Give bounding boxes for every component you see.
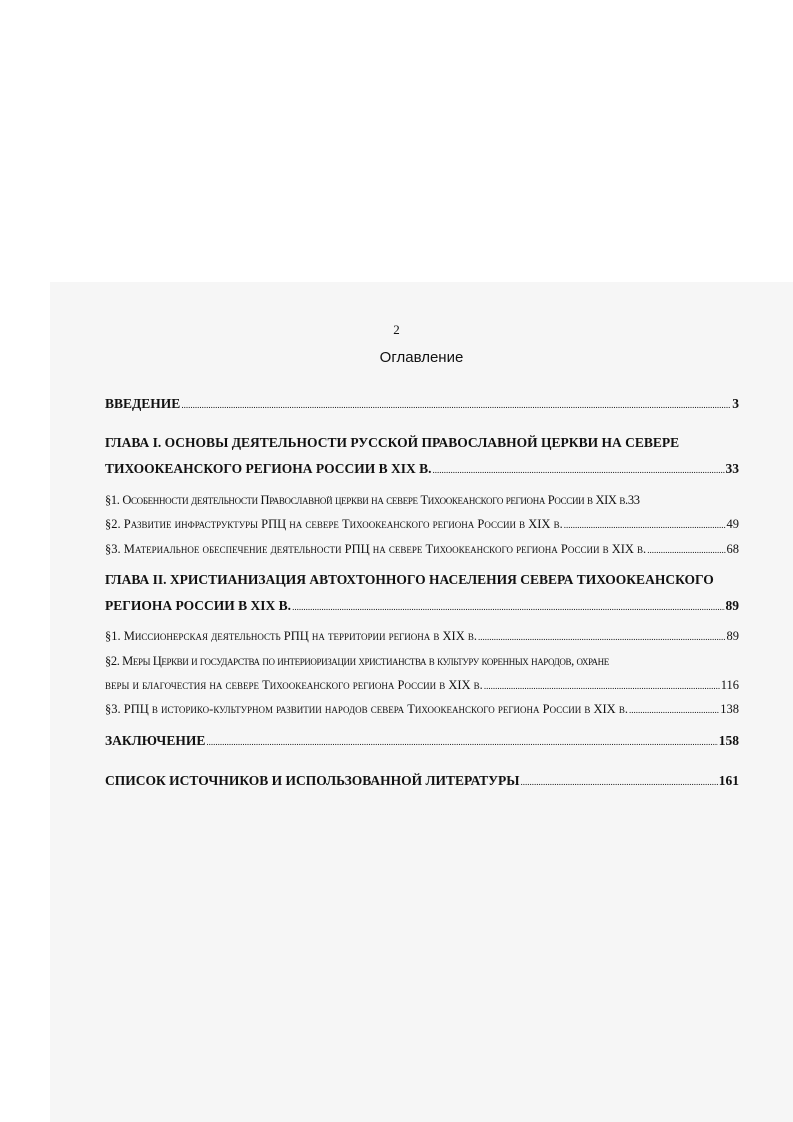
toc-page-number: 89 (725, 598, 739, 613)
toc-page-number: 68 (726, 542, 739, 556)
toc-entry-title: §1. Особенности деятельности Православной церкви на севере Тихоокеанского региона России в XIX в. (105, 493, 628, 507)
toc-entry-chapter2-line2[interactable] (105, 597, 739, 616)
toc-title: Оглавление (379, 349, 464, 366)
toc-entry-chapter2-section1[interactable] (105, 627, 739, 646)
dot-leader (292, 597, 724, 616)
dot-leader (433, 460, 725, 479)
toc-entry-sources[interactable] (105, 772, 739, 791)
toc-entry-introduction[interactable] (105, 395, 739, 414)
toc-entry-chapter2-line1[interactable] (105, 571, 714, 589)
toc-entry-chapter2-section3[interactable] (105, 700, 739, 719)
toc-entry-title: веры и благочестия на севере Тихоокеанского региона России в XIX в. (105, 678, 483, 692)
dot-leader (629, 700, 719, 719)
toc-entry-chapter1-section1[interactable] (105, 491, 745, 509)
toc-entry-title: РЕГИОНА РОССИИ В XIX В. (105, 598, 292, 613)
toc-entry-title: ЗАКЛЮЧЕНИЕ (105, 733, 206, 748)
toc-page-number: 89 (726, 629, 739, 643)
toc-entry-chapter2-section2-line1[interactable] (105, 652, 609, 670)
toc-entry-chapter1-section3[interactable] (105, 540, 739, 559)
toc-page-number: 33 (627, 493, 640, 507)
toc-entry-chapter1-line2[interactable] (105, 460, 739, 479)
toc-entry-title: §3. Материальное обеспечение деятельности РПЦ на севере Тихоокеанского региона России в XIX в. (105, 542, 647, 556)
dot-leader (484, 676, 720, 695)
toc-page-number: 33 (725, 461, 739, 476)
toc-page-number: 116 (720, 678, 739, 692)
toc-entry-conclusion[interactable] (105, 732, 739, 751)
toc-entry-chapter1-line1[interactable] (105, 434, 679, 452)
toc-page-number: 138 (720, 702, 739, 716)
toc-entry-title: §3. РПЦ в историко-культурном развитии народов севера Тихоокеанского региона России в XIX в. (105, 702, 628, 716)
dot-leader (181, 395, 731, 414)
toc-entry-title: §2. Меры Церкви и государства по интериоризации христианства в культуру коренных народов, охране (105, 654, 609, 668)
toc-page-number: 3 (732, 396, 739, 411)
toc-entry-title: СПИСОК ИСТОЧНИКОВ И ИСПОЛЬЗОВАННОЙ ЛИТЕРАТУРЫ (105, 773, 520, 788)
toc-page-number: 158 (718, 733, 739, 748)
dot-leader (521, 772, 718, 791)
toc-entry-title: §1. Миссионерская деятельность РПЦ на территории региона в XIX в. (105, 629, 477, 643)
page-number: 2 (393, 322, 400, 337)
toc-page-number: 49 (726, 517, 739, 531)
dot-leader (564, 515, 726, 534)
dot-leader (478, 627, 726, 646)
dot-leader (206, 732, 717, 751)
toc-entry-title: ТИХООКЕАНСКОГО РЕГИОНА РОССИИ В XIX В. (105, 461, 432, 476)
toc-page-number: 161 (718, 773, 739, 788)
toc-entry-title: §2. Развитие инфраструктуры РПЦ на севере Тихоокеанского региона России в XIX в. (105, 517, 563, 531)
toc-entry-title: ГЛАВА II. ХРИСТИАНИЗАЦИЯ АВТОХТОННОГО НАСЕЛЕНИЯ СЕВЕРА ТИХООКЕАНСКОГО (105, 572, 714, 587)
toc-entry-title: ГЛАВА I. ОСНОВЫ ДЕЯТЕЛЬНОСТИ РУССКОЙ ПРАВОСЛАВНОЙ ЦЕРКВИ НА СЕВЕРЕ (105, 435, 680, 450)
dot-leader (647, 540, 725, 559)
toc-entry-chapter2-section2-line2[interactable] (105, 676, 739, 695)
toc-entry-chapter1-section2[interactable] (105, 515, 739, 534)
toc-entry-title: ВВЕДЕНИЕ (105, 396, 181, 411)
